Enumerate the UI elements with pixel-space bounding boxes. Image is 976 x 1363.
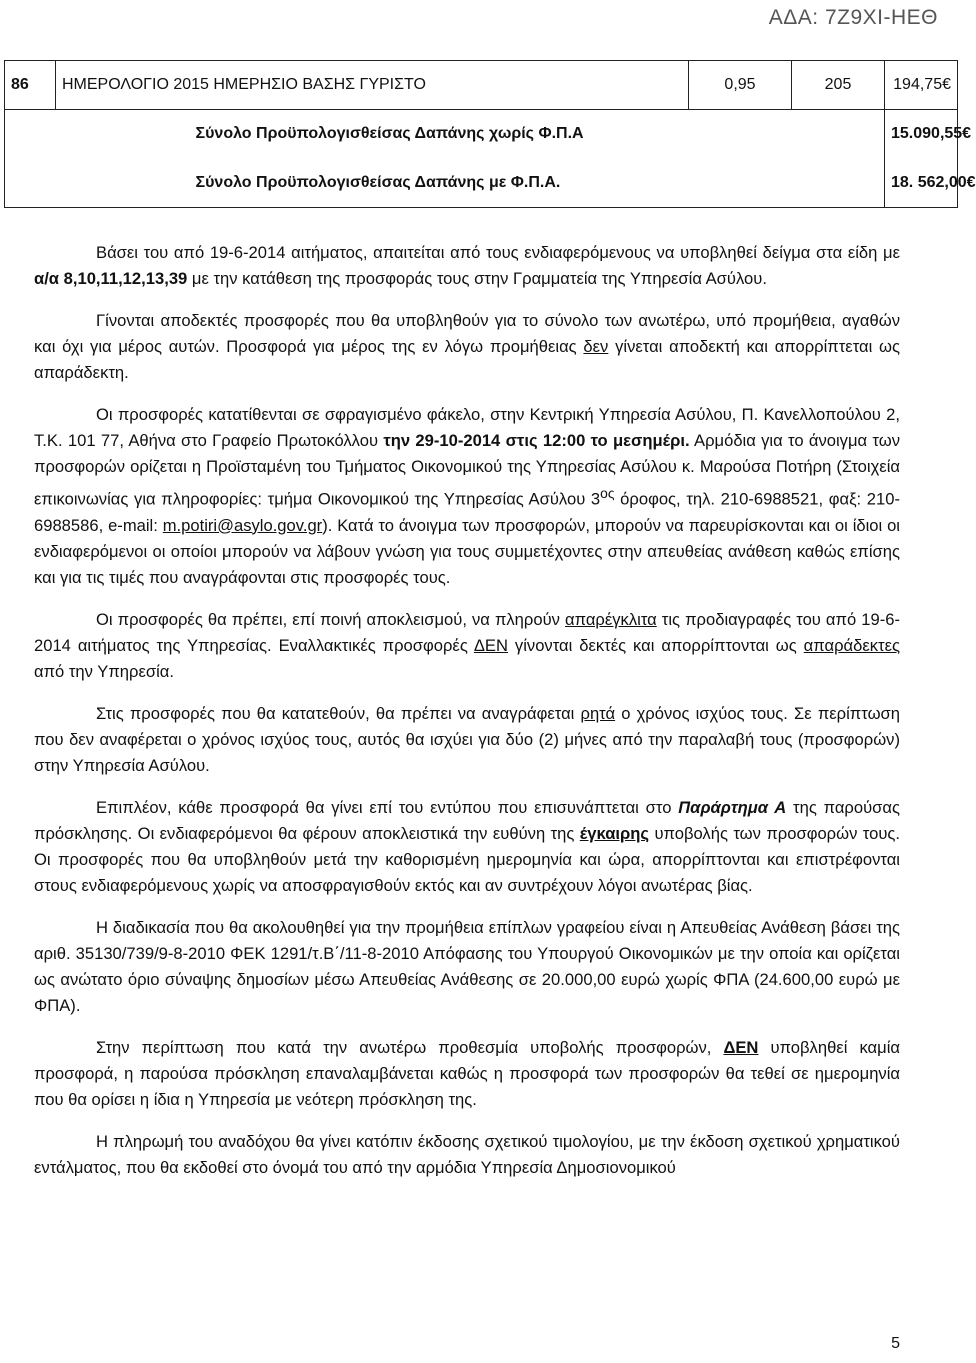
paragraph-procedure: Η διαδικασία που θα ακολουθηθεί για την προμήθεια επίπλων γραφείου είναι η Απευθείας Ανάθεση βάσει της αριθ. 35130/739/9-8-2010 ΦΕΚ 1291/τ.Β΄/11-8-2010 Απόφασης του Υπουργού Οικονομικών με την οποία και ορίζεται ως ανώτατο όριο σύναψης δημοσίων μέσω Απευθείας Ανάθεσης σε 20.000,00 ευρώ χωρίς ΦΠΑ (24.600,00 ευρώ με ΦΠΑ).: [34, 917, 900, 1015]
paragraph-validity: Στις προσφορές που θα κατατεθούν, θα πρέπει να αναγράφεται ρητά ο χρόνος ισχύος τους. Σε περίπτωση που δεν αναφέρεται ο χρόνος ισχύος τους, αυτός θα ισχύει για δύο (2) μήνες από την παραλαβή τους (προσφορών) στην Υπηρεσία Ασύλου.: [34, 703, 900, 775]
paragraph-payment: Η πληρωμή του αναδόχου θα γίνει κατόπιν έκδοσης σχετικού τιμολογίου, με την έκδοση σχετικού χρηματικού εντάλματος, που θα εκδοθεί στο όνομά του από την αρμόδια Υπηρεσία Δημοσιονομικού: [34, 1131, 900, 1177]
item-total: 194,75€: [885, 61, 958, 110]
paragraph-samples: Βάσει του από 19-6-2014 αιτήματος, απαιτείται από τους ενδιαφερόμενους να υποβληθεί δείγμα στα είδη με α/α 8,10,11,12,13,39 με την κατάθεση της προσφοράς τους στην Γραμματεία της Υπηρεσία Ασύλου.: [34, 243, 900, 288]
table-row: [5, 61, 958, 110]
document-body: [34, 240, 900, 1197]
total-without-vat-label: Σύνολο Προϋπολογισθείσας Δαπάνης χωρίς Φ.Π.Α: [56, 110, 885, 159]
item-quantity: 205: [792, 61, 885, 110]
budget-table: [4, 60, 976, 208]
paragraph-no-offers: Στην περίπτωση που κατά την ανωτέρω προθεσμία υποβολής προσφορών, ΔΕΝ υποβληθεί καμία προσφορά, η παρούσα πρόσκληση επαναλαμβάνεται καθώς η προσφορά των προσφορών θα τεθεί σε ημερομηνία που θα ορίσει η ίδια η Υπηρεσία με νεότερη πρόσκληση της.: [34, 1037, 900, 1109]
paragraph-whole-offers: Γίνονται αποδεκτές προσφορές που θα υποβληθούν για το σύνολο των ανωτέρω, υπό προμήθεια, αγαθών και όχι για μέρος αυτών. Προσφορά για μέρος της εν λόγω προμήθειας δεν γίνεται αποδεκτή και απορρίπτεται ως απαράδεκτη.: [34, 311, 900, 382]
page-number: 5: [891, 1335, 900, 1352]
table-row: [5, 159, 958, 208]
ada-code: ΑΔΑ: 7Ζ9ΧΙ-ΗΕΘ: [768, 6, 938, 29]
table-row: [5, 110, 958, 159]
total-without-vat-value: 15.090,55€: [885, 110, 958, 159]
paragraph-specifications: Οι προσφορές θα πρέπει, επί ποινή αποκλεισμού, να πληρούν απαρέγκλιτα τις προδιαγραφές του από 19-6-2014 αιτήματος της Υπηρεσίας. Εναλλακτικές προσφορές ΔΕΝ γίνονται δεκτές και απορρίπτονται ως απαράδεκτες από την Υπηρεσία.: [34, 609, 900, 681]
email-link[interactable]: m.potiri@asylo.gov.gr: [162, 515, 323, 535]
paragraph-submission: Οι προσφορές κατατίθενται σε σφραγισμένο φάκελο, στην Κεντρική Υπηρεσία Ασύλου, Π. Κανελλοπούλου 2, Τ.Κ. 101 77, Αθήνα στο Γραφείο Πρωτοκόλλου την 29-10-2014 στις 12:00 το μεσημέρι. Αρμόδια για το άνοιγμα των προσφορών ορίζεται η Προϊσταμένη του Τμήματος Οικονομικού της Υπηρεσίας Ασύλου κ. Μαρούσα Ποτήρη (Στοιχεία επικοινωνίας για πληροφορίες: τμήμα Οικονομικού της Υπηρεσίας Ασύλου $3^{o\varsigma}$ όροφος, τηλ. 210-6988521, φαξ: 210-6988586, e-mail: m.potiri@asylo.gov.gr). Κατά το άνοιγμα των προσφορών, μπορούν να παρευρίσκονται και οι ίδιοι οι ενδιαφερόμενοι οι οποίοι μπορούν να λάβουν γνώση για τους συμμετέχοντες στην απευθείας ανάθεση καθώς επίσης και για τις τιμές που αναγράφονται στις προσφορές τους.: [34, 405, 900, 587]
paragraph-annex: Επιπλέον, κάθε προσφορά θα γίνει επί του εντύπου που επισυνάπτεται στο Παράρτημα Α της παρούσας πρόσκλησης. Οι ενδιαφερόμενοι θα φέρουν αποκλειστικά την ευθύνη της έγκαιρης υποβολής των προσφορών τους. Οι προσφορές που θα υποβληθούν μετά την καθορισμένη ημερομηνία και ώρα, απορρίπτονται και επιστρέφονται στους ενδιαφερόμενους χωρίς να αποσφραγισθούν εκτός και αν συντρέχουν λόγοι ανωτέρας βίας.: [34, 797, 901, 895]
item-description: ΗΜΕΡΟΛΟΓΙΟ 2015 ΗΜΕΡΗΣΙΟ ΒΑΣΗΣ ΓΥΡΙΣΤΟ: [56, 61, 689, 110]
total-with-vat-value: 18. 562,00€: [885, 159, 958, 208]
item-number: 86: [5, 61, 56, 110]
total-with-vat-label: Σύνολο Προϋπολογισθείσας Δαπάνης με Φ.Π.Α.: [56, 159, 885, 208]
item-unit-price: 0,95: [689, 61, 792, 110]
